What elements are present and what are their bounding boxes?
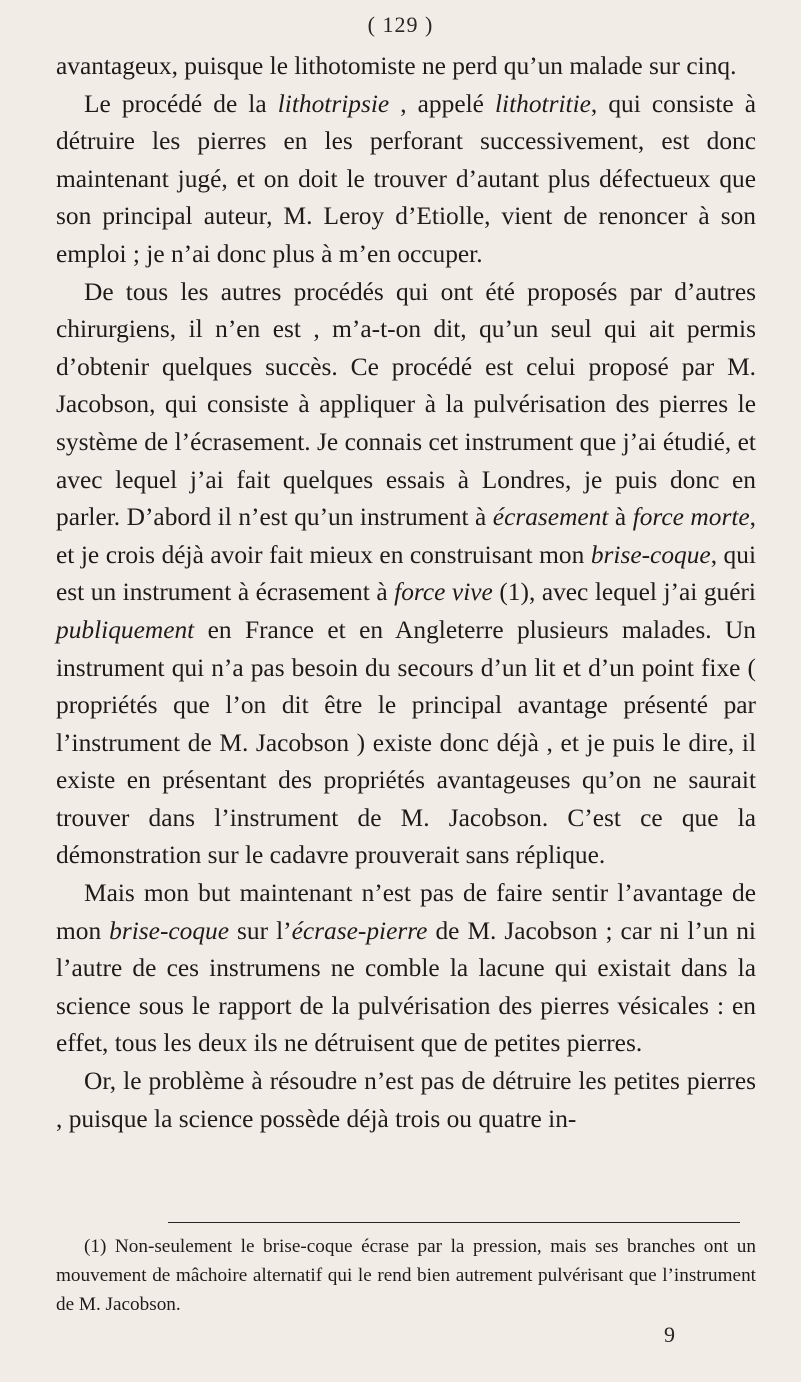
italic-term: force morte [632,503,750,532]
italic-term: lithotritie [495,89,591,118]
paragraph [56,48,756,86]
italic-term: brise-coque [590,540,711,569]
footnote: (1) Non-seulement le brise-coque écrase par la pression, mais ses branches ont un mouvement de mâchoire alternatif qui le rend bien autrement pulvérisant que l’instrument de M. Jacobson. [56,1236,756,1315]
paragraph [56,875,756,1063]
signature-mark: 9 [664,1322,675,1347]
text-run: , qui consiste à détruire les pierres en les perforant successivement, est donc maintenant jugé, et on doit le trouver d’autant plus défectueux que son principal auteur, M. Leroy d’Etiolle, vient de renoncer à son emploi ; je n’ai donc plus à m’en occuper. [56,89,757,268]
text-run: De tous les autres procédés qui ont été proposés par d’autres chirurgiens, il n’en est , m’a-t-on dit, qu’un seul qui ait permis d’obtenir quelques succès. Ce procédé est celui proposé par M. Jacobson, qui consiste à appliquer à la pulvérisation des pierres le système de l’écrasement. Je connais cet instrument que j’ai étudié, et avec lequel j’ai fait quelques essais à Londres, je puis donc en parler. D’abord il n’est qu’un instrument à [56,277,756,532]
paragraph [56,1063,756,1138]
page-number: ( 129 ) [367,12,434,37]
paragraph [56,86,756,274]
text-run: en France et en Angleterre plusieurs malades. Un instrument qui n’a pas besoin du secours d’un lit et d’un point fixe ( propriétés que l’on dit être le principal avantage présenté par l’instrument de M. Jacobson ) existe donc déjà , et je puis le dire, il existe en présentant des propriétés avantageuses qu’on ne saurait trouver dans l’instrument de M. Jacobson. C’est ce que la démonstration sur le cadavre prouverait sans réplique. [56,615,756,870]
text-run: Le procédé de la [84,89,278,118]
footnote-divider [168,1222,740,1223]
text-run: , qui est un instrument à écrasement à [56,540,757,607]
text-run: (1), avec lequel j’ai guéri [492,578,756,607]
text-run: avantageux, puisque le lithotomiste ne perd qu’un malade sur cinq. [56,52,737,80]
italic-term: écrase-pierre [291,916,428,945]
text-run: Or, le problème à résoudre n’est pas de détruire les petites pierres , puisque la science possède déjà trois ou quatre in- [56,1067,756,1133]
text-run: sur l’ [229,916,292,945]
italic-term: écrasement [492,503,609,532]
italic-term: force vive [394,578,493,607]
text-run: , et je crois déjà avoir fait mieux en construisant mon [56,503,757,569]
main-text [56,48,756,1138]
text-run: Mais mon but maintenant n’est pas de faire sentir l’avantage de mon [56,879,756,945]
italic-term: publiquement [56,615,195,644]
paragraph [56,274,756,876]
italic-term: brise-coque [109,916,230,945]
text-run: de M. Jacobson ; car ni l’un ni l’autre de ces instrumens ne comble la lacune qui existait dans la science sous le rapport de la pulvérisation des pierres vésicales : en effet, tous les deux ils ne détruisent que de petites pierres. [56,916,756,1058]
text-run: à [608,503,633,532]
italic-term: lithotripsie [277,89,390,118]
text-run: , appelé [389,89,495,118]
